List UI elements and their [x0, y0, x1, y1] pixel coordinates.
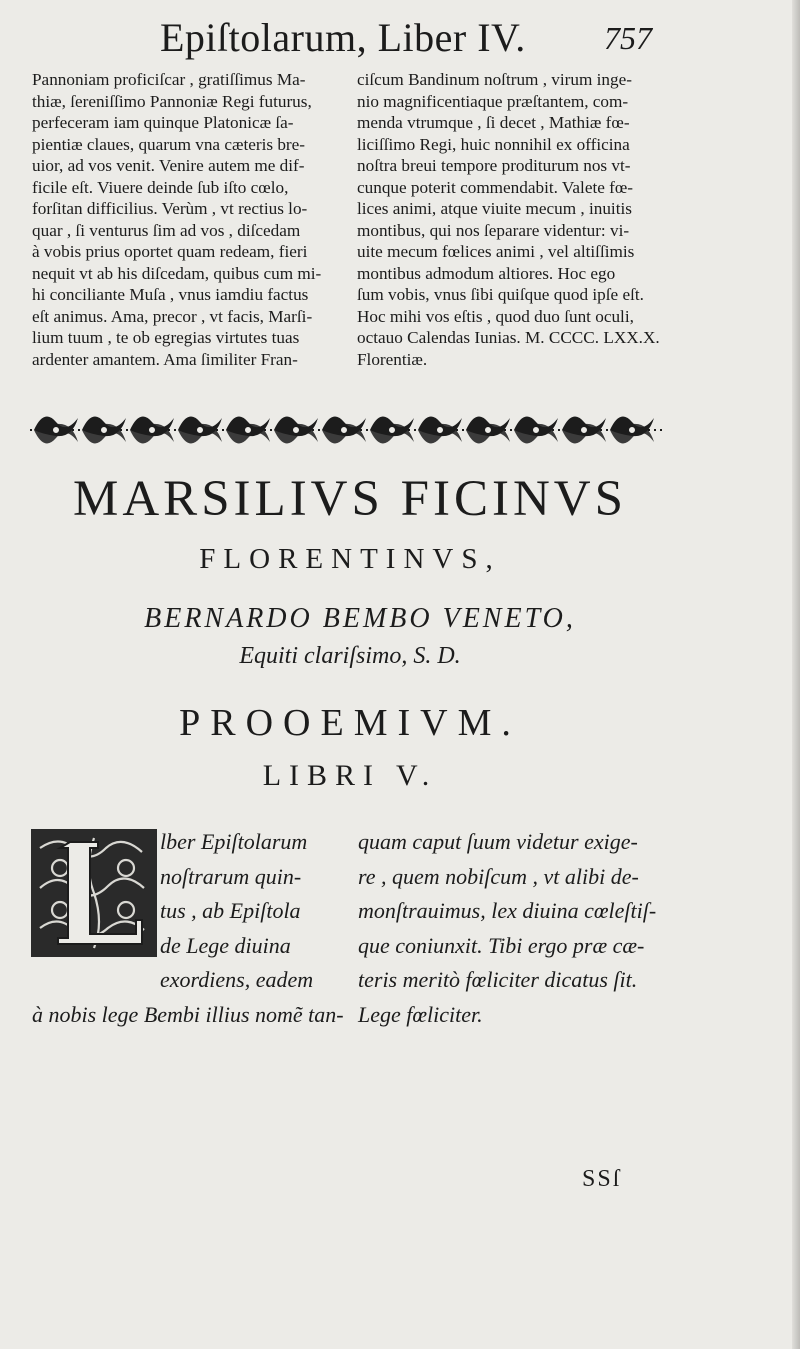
text-line: monſtrauimus, lex diuina cœleſtiſ-: [358, 898, 657, 923]
top-text-left-column: [32, 69, 332, 370]
ornament-unit: [610, 417, 654, 444]
section-title: PROOEMIVM.: [179, 702, 521, 744]
text-line: à vobis prius oportet quam redeam, fieri: [32, 242, 308, 261]
text-line: ficile eſt. Viuere deinde ſub iſto cœlo,: [32, 177, 289, 197]
ornament-unit: [34, 417, 78, 444]
text-line: forſitan difficilius. Verùm , vt rectius lo-: [32, 199, 308, 218]
text-line: exordiens, eadem: [160, 967, 314, 992]
floral-ornament-band-icon: [26, 400, 666, 460]
text-line: octauo Calendas Iunias. M. CCCC. LXX.X.: [357, 328, 660, 347]
text-line: eſt animus. Ama, precor , vt facis, Marſi-: [32, 306, 313, 326]
text-line: montibus admodum altiores. Hoc ego: [357, 263, 616, 283]
text-line: tus , ab Epiſtola: [160, 898, 301, 923]
ornament-unit: [562, 417, 606, 444]
page-number: 757: [604, 20, 652, 56]
ornament-unit: [82, 417, 126, 444]
greeting-line: Equiti clariſsimo, S. D.: [239, 643, 461, 669]
text-line: Lege fœliciter.: [358, 1001, 483, 1027]
signature-mark: SSſ: [582, 1166, 622, 1192]
text-line: teris meritò fœliciter dicatus ſit.: [358, 967, 638, 992]
decorated-initial-letter-icon: [30, 828, 158, 958]
text-line: Pannoniam proficiſcar , gratiſſimus Ma-: [32, 70, 306, 89]
text-line: lber Epiſtolarum: [160, 829, 308, 854]
ornament-unit: [130, 417, 174, 444]
text-line: montibus, qui nos ſeparare videntur: vi-: [357, 220, 630, 240]
ornament-unit: [370, 417, 414, 444]
ornament-unit: [274, 417, 318, 444]
running-title: Epiſtolarum, Liber IV.: [160, 15, 526, 60]
text-line: quam caput ſuum videtur exige-: [358, 829, 638, 854]
text-line: ſum vobis, vnus ſibi quiſque quod ipſe eſt.: [357, 285, 644, 304]
text-line: liciſſimo Regi, huic nonnihil ex officina: [357, 134, 630, 154]
proem-text-left-column: [32, 825, 344, 1032]
text-line: menda vtrumque , ſi decet , Mathiæ fœ-: [357, 113, 630, 132]
text-line: Hoc mihi vos eſtis , quod duo ſunt oculi,: [357, 306, 634, 326]
author-heading: MARSILIVS FICINVS: [73, 471, 627, 527]
text-line: hi conciliante Muſa , vnus iamdiu factus: [32, 285, 309, 304]
text-line: de Lege diuina: [160, 932, 291, 958]
text-line: à nobis lege Bembi illius nomẽ tan-: [32, 1001, 344, 1027]
running-head: [0, 14, 800, 66]
text-line: Florentiæ.: [357, 349, 428, 369]
text-line: ciſcum Bandinum noſtrum , virum inge-: [357, 70, 632, 89]
text-line: perfeceram iam quinque Platonicæ ſa-: [32, 113, 294, 132]
text-line: lium tuum , te ob egregias virtutes tuas: [32, 328, 300, 347]
text-line: pientiæ claues, quarum vna cæteris bre-: [32, 134, 306, 154]
ornament-unit: [322, 417, 366, 444]
ornament-unit: [418, 417, 462, 444]
text-line: re , quem nobiſcum , vt alibi de-: [358, 863, 639, 889]
text-line: ardenter amantem. Ama ſimiliter Fran-: [32, 349, 298, 369]
text-line: uite mecum fœlices animi , vel altiſſimis: [357, 242, 635, 261]
top-text-right-column: [357, 69, 672, 370]
text-line: lices animi, atque viuite mecum , inuitis: [357, 199, 632, 218]
text-line: nio magnificentiaque præſtantem, com-: [357, 91, 629, 111]
text-line: uior, ad vos venit. Venire autem me dif-: [32, 156, 305, 175]
ornament-unit: [514, 417, 558, 444]
ornament-unit: [178, 417, 222, 444]
text-line: thiæ, ſereniſſimo Pannoniæ Regi futurus,: [32, 91, 312, 111]
text-line: cunque poterit commendabit. Valete fœ-: [357, 177, 634, 197]
ornament-unit: [466, 417, 510, 444]
text-line: quar , ſi venturus ſim ad vos , diſcedam: [32, 220, 301, 240]
text-line: noſtrarum quin-: [160, 863, 302, 889]
text-line: nequit vt ab his diſcedam, quibus cum mi-: [32, 263, 322, 283]
ornament-unit: [226, 417, 270, 444]
text-line: noſtra breui tempore proditurum nos vt-: [357, 156, 631, 175]
recipient-line: BERNARDO BEMBO VENETO,: [144, 603, 576, 634]
text-line: que coniunxit. Tibi ergo præ cæ-: [358, 932, 645, 958]
author-city: FLORENTINVS,: [199, 543, 501, 575]
book-title: LIBRI V.: [262, 759, 438, 792]
proem-text-right-column: [358, 825, 668, 1032]
